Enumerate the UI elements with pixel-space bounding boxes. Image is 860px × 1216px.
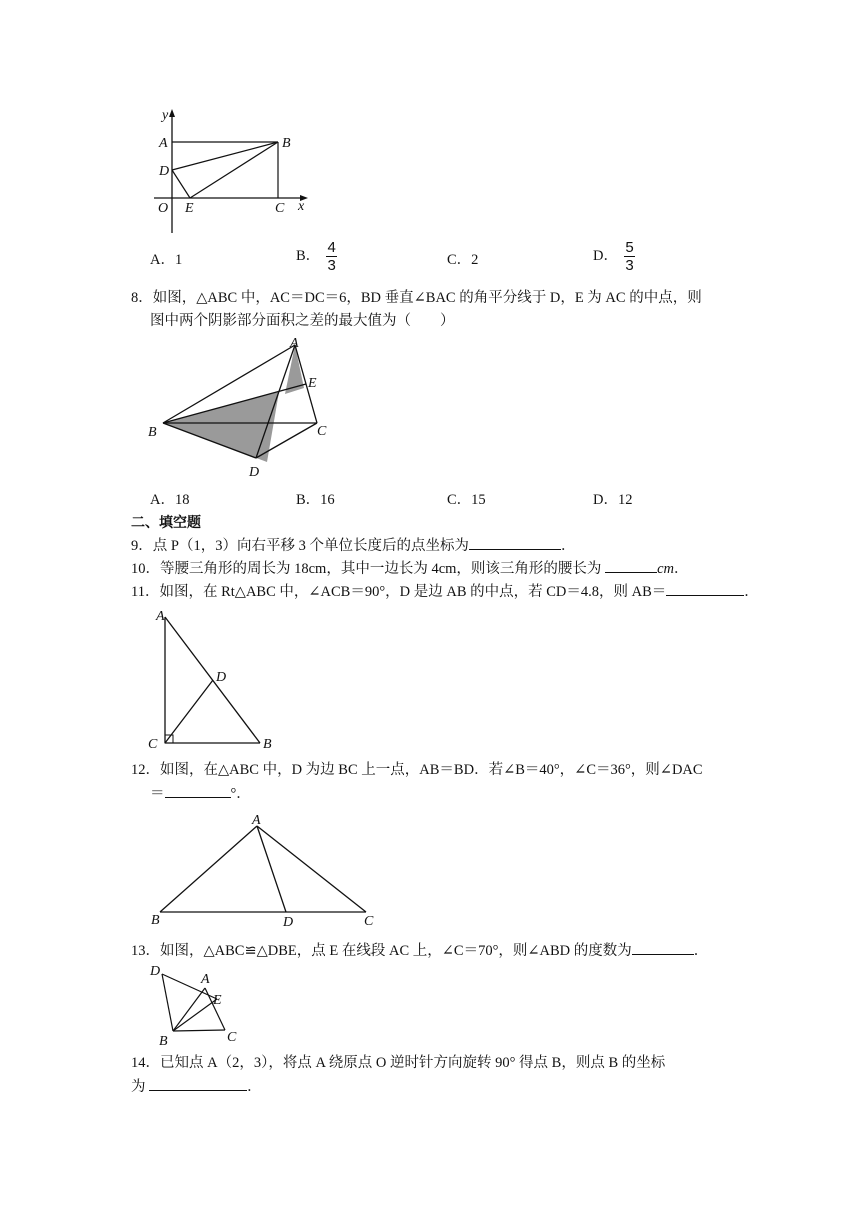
q12-line2-end: °． <box>230 786 251 802</box>
q12-line2-start: ＝ <box>150 786 165 802</box>
q11-end: ． <box>744 584 759 600</box>
q10-end: ． <box>673 561 689 577</box>
option-letter: C． <box>447 492 472 508</box>
numerator: 4 <box>327 239 336 256</box>
q12-line1: 12．如图，在△ABC 中，D 为边 BC 上一点，AB＝BD．若∠B＝40°，∠C＝36°，则∠DAC <box>131 762 703 778</box>
option-value: 2 <box>471 252 479 268</box>
fraction <box>624 240 635 273</box>
numerator: 5 <box>625 239 634 256</box>
label-A: A <box>156 609 165 624</box>
label-D: D <box>216 670 227 685</box>
denominator: 3 <box>327 257 336 274</box>
q10-text: 10．等腰三角形的周长为 18cm，其中一边长为 4cm，则该三角形的腰长为 <box>131 561 606 577</box>
label-C: C <box>227 1030 237 1045</box>
q14-answer-blank[interactable] <box>149 1076 247 1091</box>
q10-unit: cm <box>657 561 674 577</box>
q8-figure <box>140 335 340 485</box>
label-B: B <box>282 136 291 151</box>
option-letter: A． <box>150 252 175 268</box>
option-value: 1 <box>174 252 183 268</box>
q14-line1: 14．已知点 A（2，3），将点 A 绕原点 O 逆时针方向旋转 90° 得点 B，则点 B 的坐标 <box>131 1055 666 1071</box>
q13-end: ． <box>693 943 709 959</box>
q7-option-b <box>296 240 337 273</box>
q14-line2-end: ． <box>247 1079 262 1095</box>
q13 <box>131 940 708 961</box>
label-B: B <box>148 425 157 440</box>
q14-line2 <box>131 1076 262 1097</box>
q7-option-c <box>447 250 478 270</box>
q9-text: 9．点 P（1，3）向右平移 3 个单位长度后的点坐标为 <box>131 538 469 554</box>
option-value: 15 <box>471 492 486 508</box>
label-A: A <box>290 336 299 351</box>
q8-option-a <box>150 490 189 510</box>
q12-figure <box>148 810 388 930</box>
option-value: 16 <box>320 492 335 508</box>
fraction <box>326 240 337 273</box>
option-letter: B． <box>296 492 321 508</box>
option-letter: D． <box>593 492 618 508</box>
label-B: B <box>151 913 160 928</box>
option-letter: D． <box>593 247 618 264</box>
q8-option-b <box>296 490 335 510</box>
q8-option-c <box>447 490 486 510</box>
option-letter: A． <box>150 492 175 508</box>
q11 <box>131 581 759 602</box>
q11-answer-blank[interactable] <box>666 581 744 596</box>
option-letter: B． <box>296 247 321 264</box>
label-D: D <box>283 915 294 930</box>
label-D: D <box>249 465 260 480</box>
q11-text: 11．如图，在 Rt△ABC 中，∠ACB＝90°，D 是边 AB 的中点，若 CD＝4.8，则 AB＝ <box>131 584 667 600</box>
q8-line2: 图中两个阴影部分面积之差的最大值为（ ） <box>150 313 455 329</box>
label-C: C <box>148 737 158 752</box>
option-value: 12 <box>617 492 633 508</box>
label-x: x <box>298 199 305 214</box>
label-D: D <box>150 964 161 979</box>
q12-answer-blank[interactable] <box>165 783 231 798</box>
label-E: E <box>308 376 317 391</box>
q13-answer-blank[interactable] <box>632 940 694 955</box>
label-C: C <box>364 914 374 929</box>
label-A: A <box>159 136 168 151</box>
q13-figure <box>145 960 255 1050</box>
q10 <box>131 558 688 579</box>
label-D: D <box>159 164 170 179</box>
option-value: 18 <box>174 492 190 508</box>
label-B: B <box>159 1034 168 1049</box>
label-y: y <box>162 108 169 123</box>
q8-line1: 8．如图，△ABC 中，AC＝DC＝6，BD 垂直∠BAC 的角平分线于 D，E 为 AC 的中点，则 <box>131 290 702 306</box>
label-C: C <box>317 424 327 439</box>
q11-figure <box>145 605 285 753</box>
q14-line2-start: 为 <box>131 1079 150 1095</box>
label-E: E <box>213 993 222 1008</box>
q9-answer-blank[interactable] <box>469 535 561 550</box>
q8-option-d <box>593 490 632 510</box>
q7-option-a <box>150 250 182 270</box>
section-title: 二、填空题 <box>131 514 201 530</box>
label-O: O <box>158 201 169 216</box>
q13-text: 13．如图，△ABC≌△DBE，点 E 在线段 AC 上，∠C＝70°，则∠ABD 的度数为 <box>131 943 632 959</box>
q7-figure <box>150 105 320 240</box>
label-A: A <box>201 972 210 987</box>
q12-line2 <box>150 783 251 804</box>
q9-end: ． <box>560 538 576 554</box>
label-A: A <box>252 813 261 828</box>
option-letter: C． <box>447 252 472 268</box>
label-B: B <box>263 737 272 752</box>
denominator: 3 <box>625 257 634 274</box>
q10-answer-blank[interactable] <box>605 558 657 573</box>
q7-option-d <box>593 240 635 273</box>
label-C: C <box>275 201 285 216</box>
label-E: E <box>185 201 194 216</box>
q9 <box>131 535 575 556</box>
